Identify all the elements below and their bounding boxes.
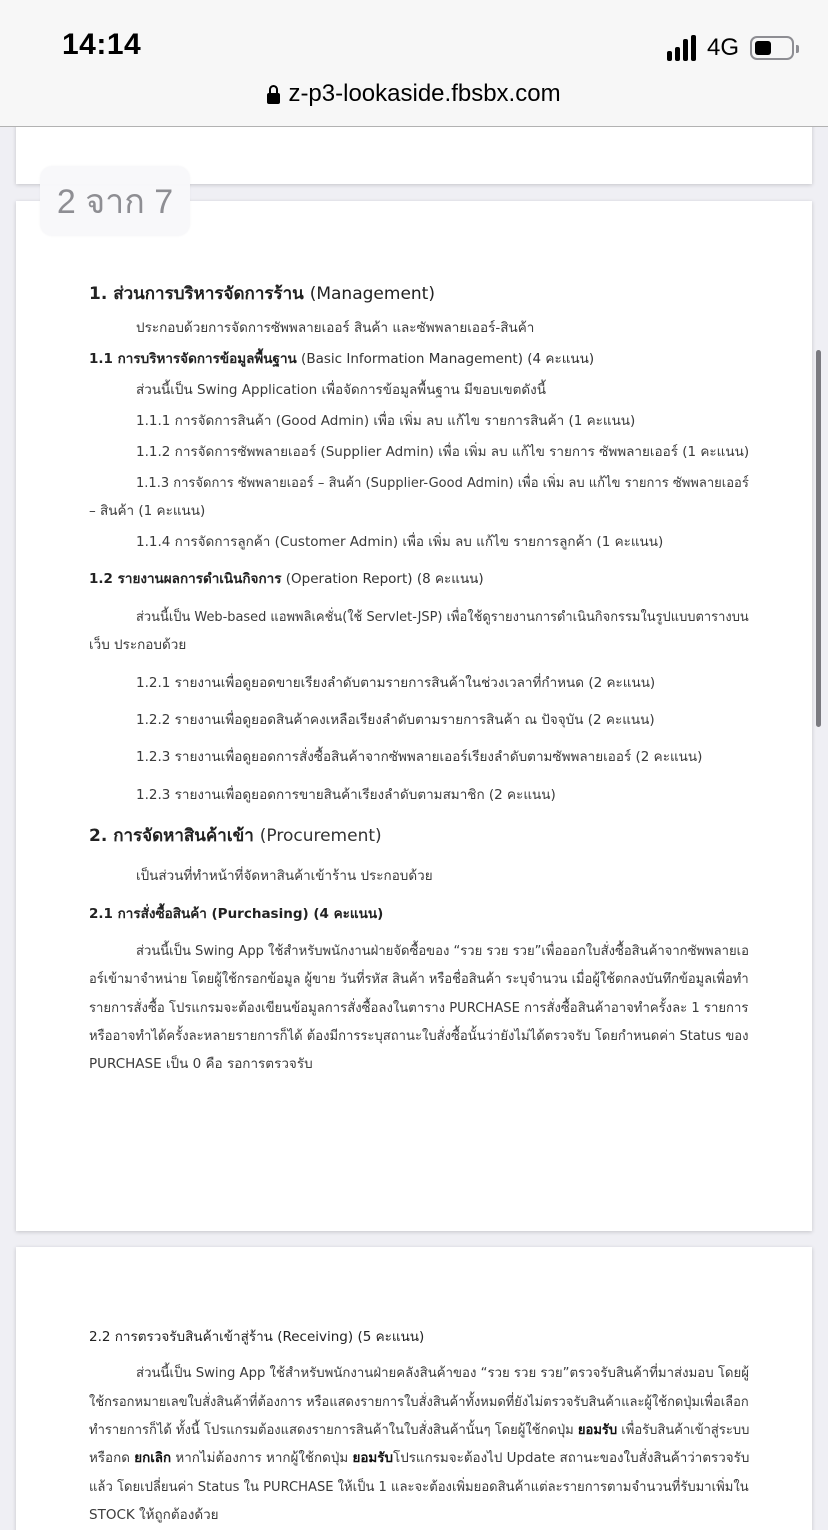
- item-1-2-2: 1.2.2 รายงานเพื่อดูยอดสินค้าคงเหลือเรียงลำดับตามรายการสินค้า ณ ปัจจุบัน (2 คะแนน): [136, 712, 655, 728]
- section-1-2-intro-line2: เว็บ ประกอบด้วย: [89, 637, 187, 653]
- item-1-1-3-line1: 1.1.3 การจัดการ ซัพพลายเออร์ – สินค้า (Supplier-Good Admin) เพื่อ เพิ่ม ลบ แก้ไข รายการ ซัพพลายเออร์: [136, 475, 749, 491]
- section-2-1-para-line: หรืออาจทำได้ครั้งละหลายรายการก็ได้ ต้องมีการระบุสถานะใบสั่งซื้อนั้นว่ายังไม่ได้ตรวจรับ โดยกำหนดค่า Status ของ: [89, 1028, 749, 1044]
- text-run: หรือกด: [89, 1450, 135, 1466]
- battery-icon: [750, 36, 794, 60]
- section-2-2-para-line: [89, 1446, 749, 1468]
- item-1-2-1: 1.2.1 รายงานเพื่อดูยอดขายเรียงลำดับตามรายการสินค้าในช่วงเวลาที่กำหนด (2 คะแนน): [136, 675, 656, 691]
- signal-icon: [667, 35, 696, 61]
- section-2-2-para-line: ใช้กรอกหมายเลขใบสั่งสินค้าที่ต้องการ หรือแสดงรายการใบสั่งสินค้าทั้งหมดที่ยังไม่ตรวจรับสินค้าและผู้ใช้กดปุ่มเพื่อเลือก: [89, 1394, 749, 1410]
- section-2-1-heading: [89, 902, 383, 924]
- section-2-1-para-line: รายการสั่งซื้อ โปรแกรมจะต้องเขียนข้อมูลการสั่งซื้อลงในตาราง PURCHASE การสั่งซื้อสินค้าอาจทำครั้งละ 1 รายการ: [89, 1000, 749, 1016]
- status-indicators: [667, 33, 794, 63]
- item-1-1-2: 1.1.2 การจัดการซัพพลายเออร์ (Supplier Admin) เพื่อ เพิ่ม ลบ แก้ไข รายการ ซัพพลายเออร์ (1 คะแนน): [136, 444, 750, 460]
- section-1-2-heading: [89, 567, 484, 589]
- section-1-heading: [89, 280, 435, 307]
- section-2-heading: [89, 822, 382, 849]
- accept-keyword: ยอมรับ: [577, 1422, 618, 1438]
- text-run: เพื่อรับสินค้าเข้าสู่ระบบ: [617, 1422, 750, 1438]
- section-1-1-title: 1.1 การบริหารจัดการข้อมูลพื้นฐาน: [89, 351, 297, 367]
- text-run: หากไม่ต้องการ หากผู้ใช้กดปุ่ม: [171, 1450, 353, 1466]
- section-2-title: 2. การจัดหาสินค้าเข้า: [89, 826, 254, 846]
- text-run: ทำรายการก็ได้ ทั้งนี้ โปรแกรมต้องแสดงรายการสินค้าในใบสั่งสินค้านั้นๆ โดยผู้ใช้กดปุ่ม: [89, 1422, 578, 1438]
- lock-icon: [267, 85, 280, 103]
- section-1-2-title: 1.2 รายงานผลการดำเนินกิจการ: [89, 571, 282, 587]
- item-1-2-3-supplier: 1.2.3 รายงานเพื่อดูยอดการสั่งซื้อสินค้าจากซัพพลายเออร์เรียงลำดับตามซัพพลายเออร์ (2 คะแนน): [136, 749, 703, 765]
- battery-level: [755, 41, 771, 55]
- status-time: 14:14: [62, 28, 142, 61]
- section-1-intro: ประกอบด้วยการจัดการซัพพลายเออร์ สินค้า และซัพพลายเออร์-สินค้า: [136, 320, 535, 336]
- item-1-1-4: 1.1.4 การจัดการลูกค้า (Customer Admin) เพื่อ เพิ่ม ลบ แก้ไข รายการลูกค้า (1 คะแนน): [136, 534, 664, 550]
- section-1-1-title-en: (Basic Information Management) (4 คะแนน): [301, 351, 595, 367]
- section-2-1-title: 2.1 การสั่งซื้อสินค้า (Purchasing) (4 คะแนน): [89, 906, 384, 922]
- section-2-2-para-line: แล้ว โดยเปลี่ยนค่า Status ใน PURCHASE ให้เป็น 1 และจะต้องเพิ่มยอดสินค้าแต่ละรายการตามจำนวนที่รับมาเพิ่มใน: [89, 1479, 749, 1495]
- section-2-2-heading: 2.2 การตรวจรับสินค้าเข้าสู่ร้าน (Receiving) (5 คะแนน): [89, 1329, 425, 1345]
- section-2-1-para-line: PURCHASE เป็น 0 คือ รอการตรวจรับ: [89, 1056, 313, 1072]
- accept-keyword: ยอมรับ: [352, 1450, 393, 1466]
- section-1-1-heading: [89, 347, 594, 369]
- section-1-title: 1. ส่วนการบริหารจัดการร้าน: [89, 284, 304, 304]
- section-2-2-para-line: [89, 1418, 749, 1440]
- address-bar[interactable]: [0, 80, 828, 108]
- item-1-1-1: 1.1.1 การจัดการสินค้า (Good Admin) เพื่อ เพิ่ม ลบ แก้ไข รายการสินค้า (1 คะแนน): [136, 413, 636, 429]
- section-1-title-en: (Management): [309, 284, 435, 304]
- section-2-2-para-line: STOCK ให้ถูกต้องด้วย: [89, 1507, 219, 1523]
- page-indicator: 2 จาก 7: [40, 166, 190, 236]
- section-2-1-para-line: ส่วนนี้เป็น Swing App ใช้สำหรับพนักงานฝ่ายจัดซื้อของ “รวย รวย รวย”เพื่อออกใบสั่งซื้อสินค้าจากซัพพลายเอ: [136, 943, 749, 959]
- section-1-2-intro-line1: ส่วนนี้เป็น Web-based แอพพลิเคชั่น(ใช้ Servlet-JSP) เพื่อใช้ดูรายงานการดำเนินกิจกรรมในรูปแบบตารางบน: [136, 609, 749, 625]
- text-run: โปรแกรมจะต้องไป Update สถานะของใบสั่งสินค้าว่าตรวจรับ: [392, 1450, 750, 1466]
- vertical-scrollbar[interactable]: [816, 350, 821, 727]
- section-2-2-para-line: ส่วนนี้เป็น Swing App ใช้สำหรับพนักงานฝ่ายคลังสินค้าของ “รวย รวย รวย”ตรวจรับสินค้าที่มาส่งมอบ โดยผู้: [136, 1365, 749, 1381]
- browser-chrome: [0, 0, 828, 127]
- section-2-title-en: (Procurement): [259, 826, 382, 846]
- section-1-2-title-en: (Operation Report) (8 คะแนน): [285, 571, 484, 587]
- section-2-intro: เป็นส่วนที่ทำหน้าที่จัดหาสินค้าเข้าร้าน ประกอบด้วย: [136, 868, 433, 884]
- url-text[interactable]: z-p3-lookaside.fbsbx.com: [288, 80, 561, 107]
- section-2-1-para-line: อร์เข้ามาจำหน่าย โดยผู้ใช้กรอกข้อมูล ผู้ขาย วันที่รหัส สินค้า หรือชื่อสินค้า ระบุจำนวน เมื่อผู้ใช้ตกลงบันทึกข้อมูลเพื่อทำ: [89, 971, 749, 987]
- cancel-keyword: ยกเลิก: [134, 1450, 172, 1466]
- section-1-1-intro: ส่วนนี้เป็น Swing Application เพื่อจัดการข้อมูลพื้นฐาน มีขอบเขตดังนี้: [136, 382, 546, 398]
- network-type: 4G: [706, 34, 739, 61]
- item-1-1-3-line2: – สินค้า (1 คะแนน): [89, 503, 206, 519]
- item-1-2-3-member: 1.2.3 รายงานเพื่อดูยอดการขายสินค้าเรียงลำดับตามสมาชิก (2 คะแนน): [136, 787, 556, 803]
